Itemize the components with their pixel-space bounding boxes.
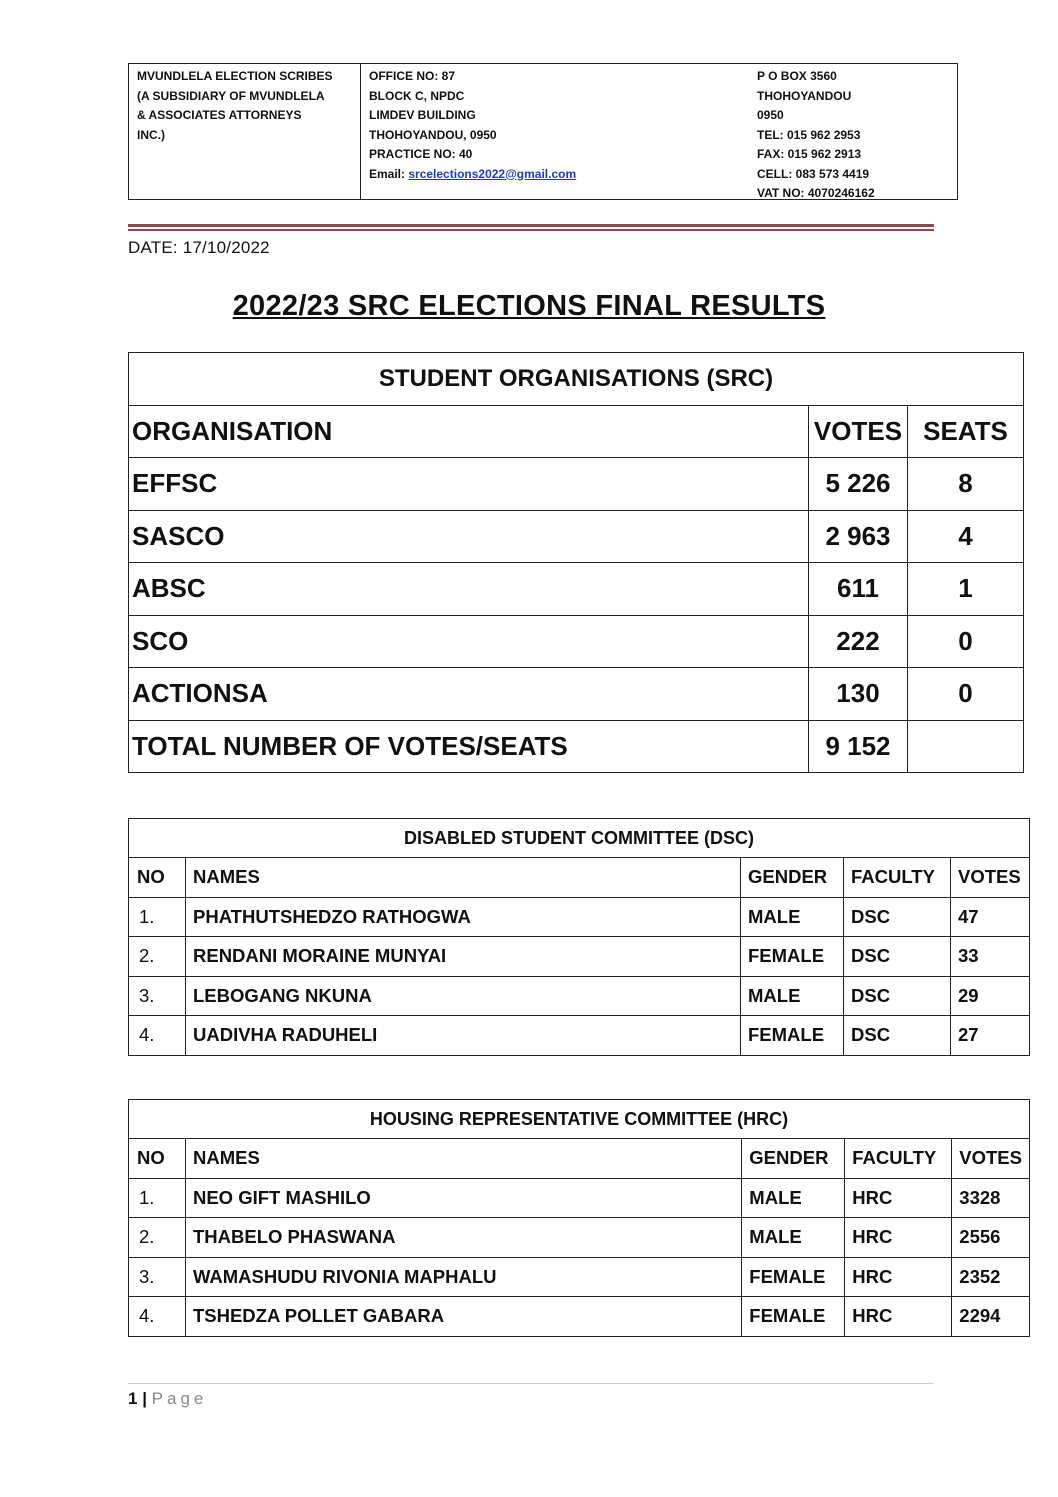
votes-cell: 2556	[952, 1218, 1030, 1258]
number-cell: 4.	[129, 1016, 186, 1056]
votes-cell: 27	[951, 1016, 1030, 1056]
faculty-cell: DSC	[844, 937, 951, 977]
faculty-cell: HRC	[845, 1297, 952, 1337]
column-header: VOTES	[952, 1139, 1030, 1179]
letterhead-line: THOHOYANDOU, 0950	[369, 127, 497, 142]
column-header: VOTES	[951, 858, 1030, 898]
letterhead-line: TEL: 015 962 2953	[757, 127, 861, 142]
column-header: NO	[129, 858, 186, 898]
organisation-cell: SASCO	[129, 510, 809, 563]
gender-cell: FEMALE	[742, 1297, 845, 1337]
table-row	[129, 668, 1024, 721]
gender-cell: MALE	[741, 976, 844, 1016]
column-header: GENDER	[742, 1139, 845, 1179]
gender-cell: FEMALE	[741, 937, 844, 977]
name-cell: TSHEDZA POLLET GABARA	[185, 1297, 741, 1337]
page-title: 2022/23 SRC ELECTIONS FINAL RESULTS	[232, 290, 826, 322]
column-header: NO	[129, 1139, 186, 1179]
document-date: DATE: 17/10/2022	[128, 238, 270, 257]
letterhead-line: MVUNDLELA ELECTION SCRIBES	[137, 69, 333, 83]
footer-divider	[128, 1383, 934, 1384]
seats-cell: 0	[908, 615, 1024, 668]
gender-cell: MALE	[742, 1218, 845, 1258]
column-header: SEATS	[908, 405, 1024, 458]
table-row	[129, 615, 1024, 668]
votes-cell: 130	[809, 668, 908, 721]
seats-cell: 4	[908, 510, 1024, 563]
letterhead-line: & ASSOCIATES ATTORNEYS	[137, 108, 302, 122]
table-heading-row	[129, 1100, 1030, 1139]
table-heading-row	[129, 819, 1030, 858]
email-label: Email:	[369, 166, 409, 181]
letterhead-line: LIMDEV BUILDING	[369, 108, 476, 122]
table-heading: DISABLED STUDENT COMMITTEE (DSC)	[129, 819, 1030, 858]
number-cell: 2.	[129, 1218, 186, 1258]
gender-cell: FEMALE	[741, 1016, 844, 1056]
table-header-row	[129, 405, 1024, 458]
name-cell: WAMASHUDU RIVONIA MAPHALU	[185, 1257, 741, 1297]
faculty-cell: DSC	[844, 897, 951, 937]
table-row	[129, 976, 1030, 1016]
table-heading: HOUSING REPRESENTATIVE COMMITTEE (HRC)	[129, 1100, 1030, 1139]
table-heading-row	[129, 353, 1024, 406]
table-row	[129, 937, 1030, 977]
column-header: VOTES	[809, 405, 908, 458]
dsc-results-table	[128, 818, 1030, 1056]
letterhead-line: P O BOX 3560	[757, 69, 837, 83]
faculty-cell: DSC	[844, 976, 951, 1016]
gender-cell: MALE	[741, 897, 844, 937]
header-divider	[128, 229, 934, 231]
organisation-cell: SCO	[129, 615, 809, 668]
votes-cell: 2294	[952, 1297, 1030, 1337]
table-row	[129, 458, 1024, 511]
number-cell: 2.	[129, 937, 186, 977]
faculty-cell: HRC	[845, 1178, 952, 1218]
total-row	[129, 720, 1024, 773]
letterhead-email-line	[369, 165, 745, 185]
number-cell: 1.	[129, 1178, 186, 1218]
number-cell: 1.	[129, 897, 186, 937]
table-row	[129, 1178, 1030, 1218]
name-cell: PHATHUTSHEDZO RATHOGWA	[186, 897, 741, 937]
name-cell: LEBOGANG NKUNA	[186, 976, 741, 1016]
letterhead-line: INC.)	[137, 127, 165, 142]
total-votes: 9 152	[809, 720, 908, 773]
table-row	[129, 1297, 1030, 1337]
column-header: FACULTY	[845, 1139, 952, 1179]
email-link[interactable]: srcelections2022@gmail.com	[408, 166, 577, 181]
table-heading: STUDENT ORGANISATIONS (SRC)	[129, 353, 1024, 406]
column-header: GENDER	[741, 858, 844, 898]
page-number: 1	[128, 1389, 138, 1408]
footer-separator: |	[137, 1389, 152, 1408]
name-cell: UADIVHA RADUHELI	[186, 1016, 741, 1056]
faculty-cell: HRC	[845, 1257, 952, 1297]
faculty-cell: HRC	[845, 1218, 952, 1258]
total-seats	[908, 720, 1024, 773]
table-row	[129, 510, 1024, 563]
letterhead-line: BLOCK C, NPDC	[369, 88, 465, 103]
table-row	[129, 563, 1024, 616]
page-label: Page	[151, 1389, 208, 1408]
total-label: TOTAL NUMBER OF VOTES/SEATS	[129, 720, 809, 773]
table-row	[129, 897, 1030, 937]
gender-cell: FEMALE	[742, 1257, 845, 1297]
letterhead-line: (A SUBSIDIARY OF MVUNDLELA	[137, 88, 325, 103]
name-cell: RENDANI MORAINE MUNYAI	[186, 937, 741, 977]
votes-cell: 29	[951, 976, 1030, 1016]
organisation-cell: ACTIONSA	[129, 668, 809, 721]
letterhead-line: THOHOYANDOU	[757, 88, 852, 103]
letterhead-line: OFFICE NO: 87	[369, 69, 456, 83]
column-header: NAMES	[185, 1139, 741, 1179]
table-header-row	[129, 1139, 1030, 1179]
seats-cell: 0	[908, 668, 1024, 721]
column-header: NAMES	[186, 858, 741, 898]
column-header: ORGANISATION	[129, 405, 809, 458]
organisation-cell: EFFSC	[129, 458, 809, 511]
letterhead-firm	[129, 64, 361, 199]
letterhead-line: CELL: 083 573 4419	[757, 166, 870, 181]
letterhead-office	[361, 64, 751, 199]
letterhead-line: 0950	[757, 108, 784, 122]
votes-cell: 33	[951, 937, 1030, 977]
letterhead-contact	[751, 64, 957, 199]
votes-cell: 2352	[952, 1257, 1030, 1297]
votes-cell: 3328	[952, 1178, 1030, 1218]
seats-cell: 8	[908, 458, 1024, 511]
number-cell: 3.	[129, 976, 186, 1016]
page-footer	[128, 1389, 207, 1409]
table-header-row	[129, 858, 1030, 898]
column-header: FACULTY	[844, 858, 951, 898]
letterhead-line: PRACTICE NO: 40	[369, 147, 473, 161]
name-cell: NEO GIFT MASHILO	[185, 1178, 741, 1218]
votes-cell: 222	[809, 615, 908, 668]
table-row	[129, 1218, 1030, 1258]
gender-cell: MALE	[742, 1178, 845, 1218]
hrc-results-table	[128, 1099, 1030, 1337]
number-cell: 3.	[129, 1257, 186, 1297]
letterhead-line: VAT NO: 4070246162	[757, 186, 875, 200]
letterhead-line: FAX: 015 962 2913	[757, 147, 862, 161]
votes-cell: 47	[951, 897, 1030, 937]
votes-cell: 611	[809, 563, 908, 616]
src-results-table	[128, 352, 1024, 773]
table-row	[129, 1016, 1030, 1056]
number-cell: 4.	[129, 1297, 186, 1337]
votes-cell: 2 963	[809, 510, 908, 563]
faculty-cell: DSC	[844, 1016, 951, 1056]
name-cell: THABELO PHASWANA	[185, 1218, 741, 1258]
organisation-cell: ABSC	[129, 563, 809, 616]
letterhead	[128, 63, 958, 200]
header-divider	[128, 224, 934, 227]
table-row	[129, 1257, 1030, 1297]
votes-cell: 5 226	[809, 458, 908, 511]
seats-cell: 1	[908, 563, 1024, 616]
